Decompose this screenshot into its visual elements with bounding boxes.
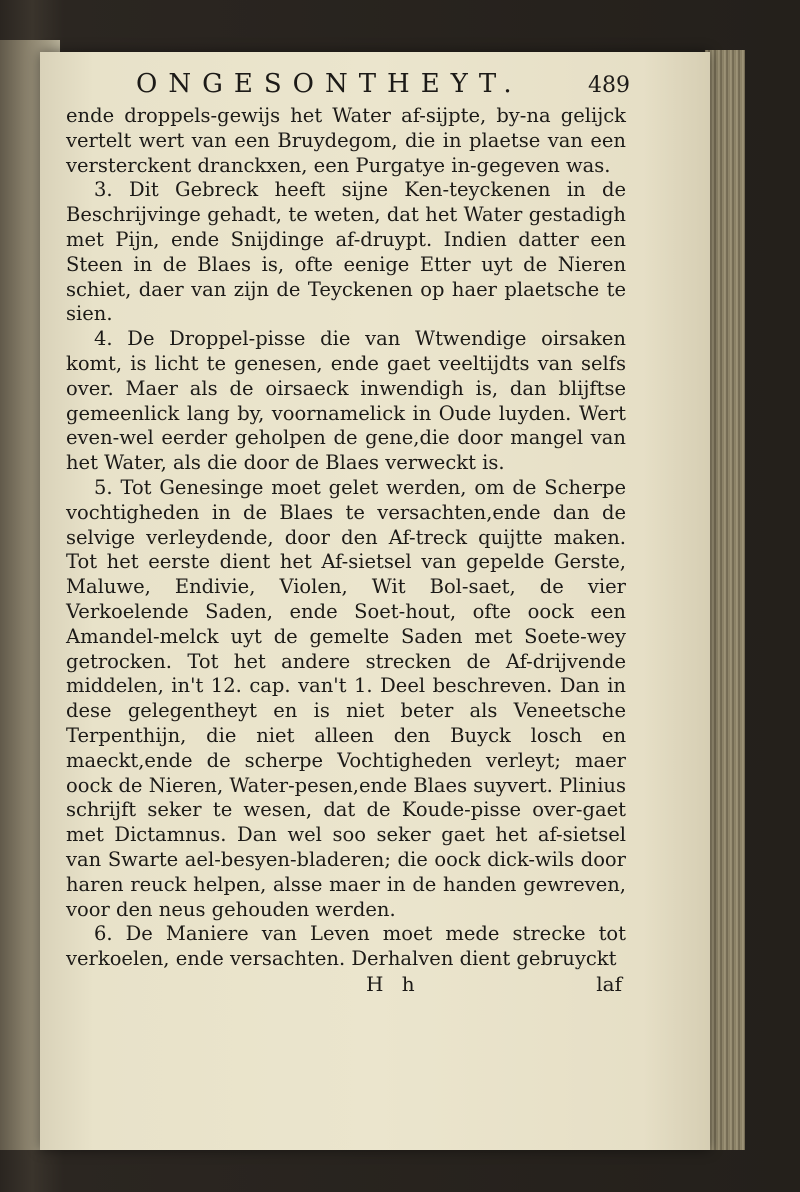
page-text xyxy=(66,69,630,998)
paragraph-5: 5. Tot Genesinge moet gelet werden, om de Scherpe vochtigheden in de Blaes te versachten,ende dan de selvige verleydende, door den Af-treck quijtte maken. Tot het eerste dient het Af-sietsel van gepelde Gerste, Maluwe, Endivie, Violen, Wit Bol-saet, de vier Verkoelende Saden, ende Soet-hout, ofte oock een Amandel-melck uyt de gemelte Saden met Soete-wey getrocken. Tot het andere strecken de Af-drijvende middelen, in't 12. cap. van't 1. Deel beschreven. Dan in dese gelegentheyt en is niet beter als Veneetsche Terpenthijn, die niet alleen den Buyck losch en maeckt,ende de scherpe Vochtigheden verleyt; maer oock de Nieren, Water-pesen,ende Blaes suyvert. Plinius schrijft seker te wesen, dat de Koude-pisse over-gaet met Dictamnus. Dan wel soo seker gaet het af-sietsel van Swarte ael-besyen-bladeren; die oock dick-wils door haren reuck helpen, alsse maer in de handen gewreven, voor den neus gehouden werden. xyxy=(66,475,626,921)
page-footer xyxy=(66,972,626,998)
page-stack-edge xyxy=(705,50,745,1150)
page-header xyxy=(66,69,630,104)
page-number: 489 xyxy=(588,73,630,98)
running-head: ONGESONTHEYT. xyxy=(136,69,523,99)
paragraph-4: 4. De Droppel-pisse die van Wtwendige oirsaken komt, is licht te genesen, ende gaet veeltijdts van selfs over. Maer als de oirsaeck inwendigh is, dan blijftse gemeenlick lang by, voornamelick in Oude luyden. Wert even-wel eerder geholpen de gene,die door mangel van het Water, als die door de Blaes verweckt is. xyxy=(66,327,626,475)
signature-mark: H h xyxy=(366,971,421,996)
paragraph-3: 3. Dit Gebreck heeft sijne Ken-teyckenen in de Beschrijvinge gehadt, te weten, dat het Water gestadigh met Pijn, ende Snijdinge af-druypt. Indien datter een Steen in de Blaes is, ofte eenige Etter uyt de Nieren schiet, daer van zijn de Teyckenen op haer plaetsche te sien. xyxy=(66,178,626,326)
paragraph-continuation: ende droppels-gewijs het Water af-sijpte, by-na gelijck vertelt wert van een Bruydegom, die in plaetse van een versterckent dranckxen, een Purgatye in-gegeven was. xyxy=(66,104,626,177)
catchword: laf xyxy=(596,971,622,996)
paragraph-6: 6. De Maniere van Leven moet mede strecke tot verkoelen, ende versachten. Derhalven dient gebruyckt xyxy=(66,922,626,971)
